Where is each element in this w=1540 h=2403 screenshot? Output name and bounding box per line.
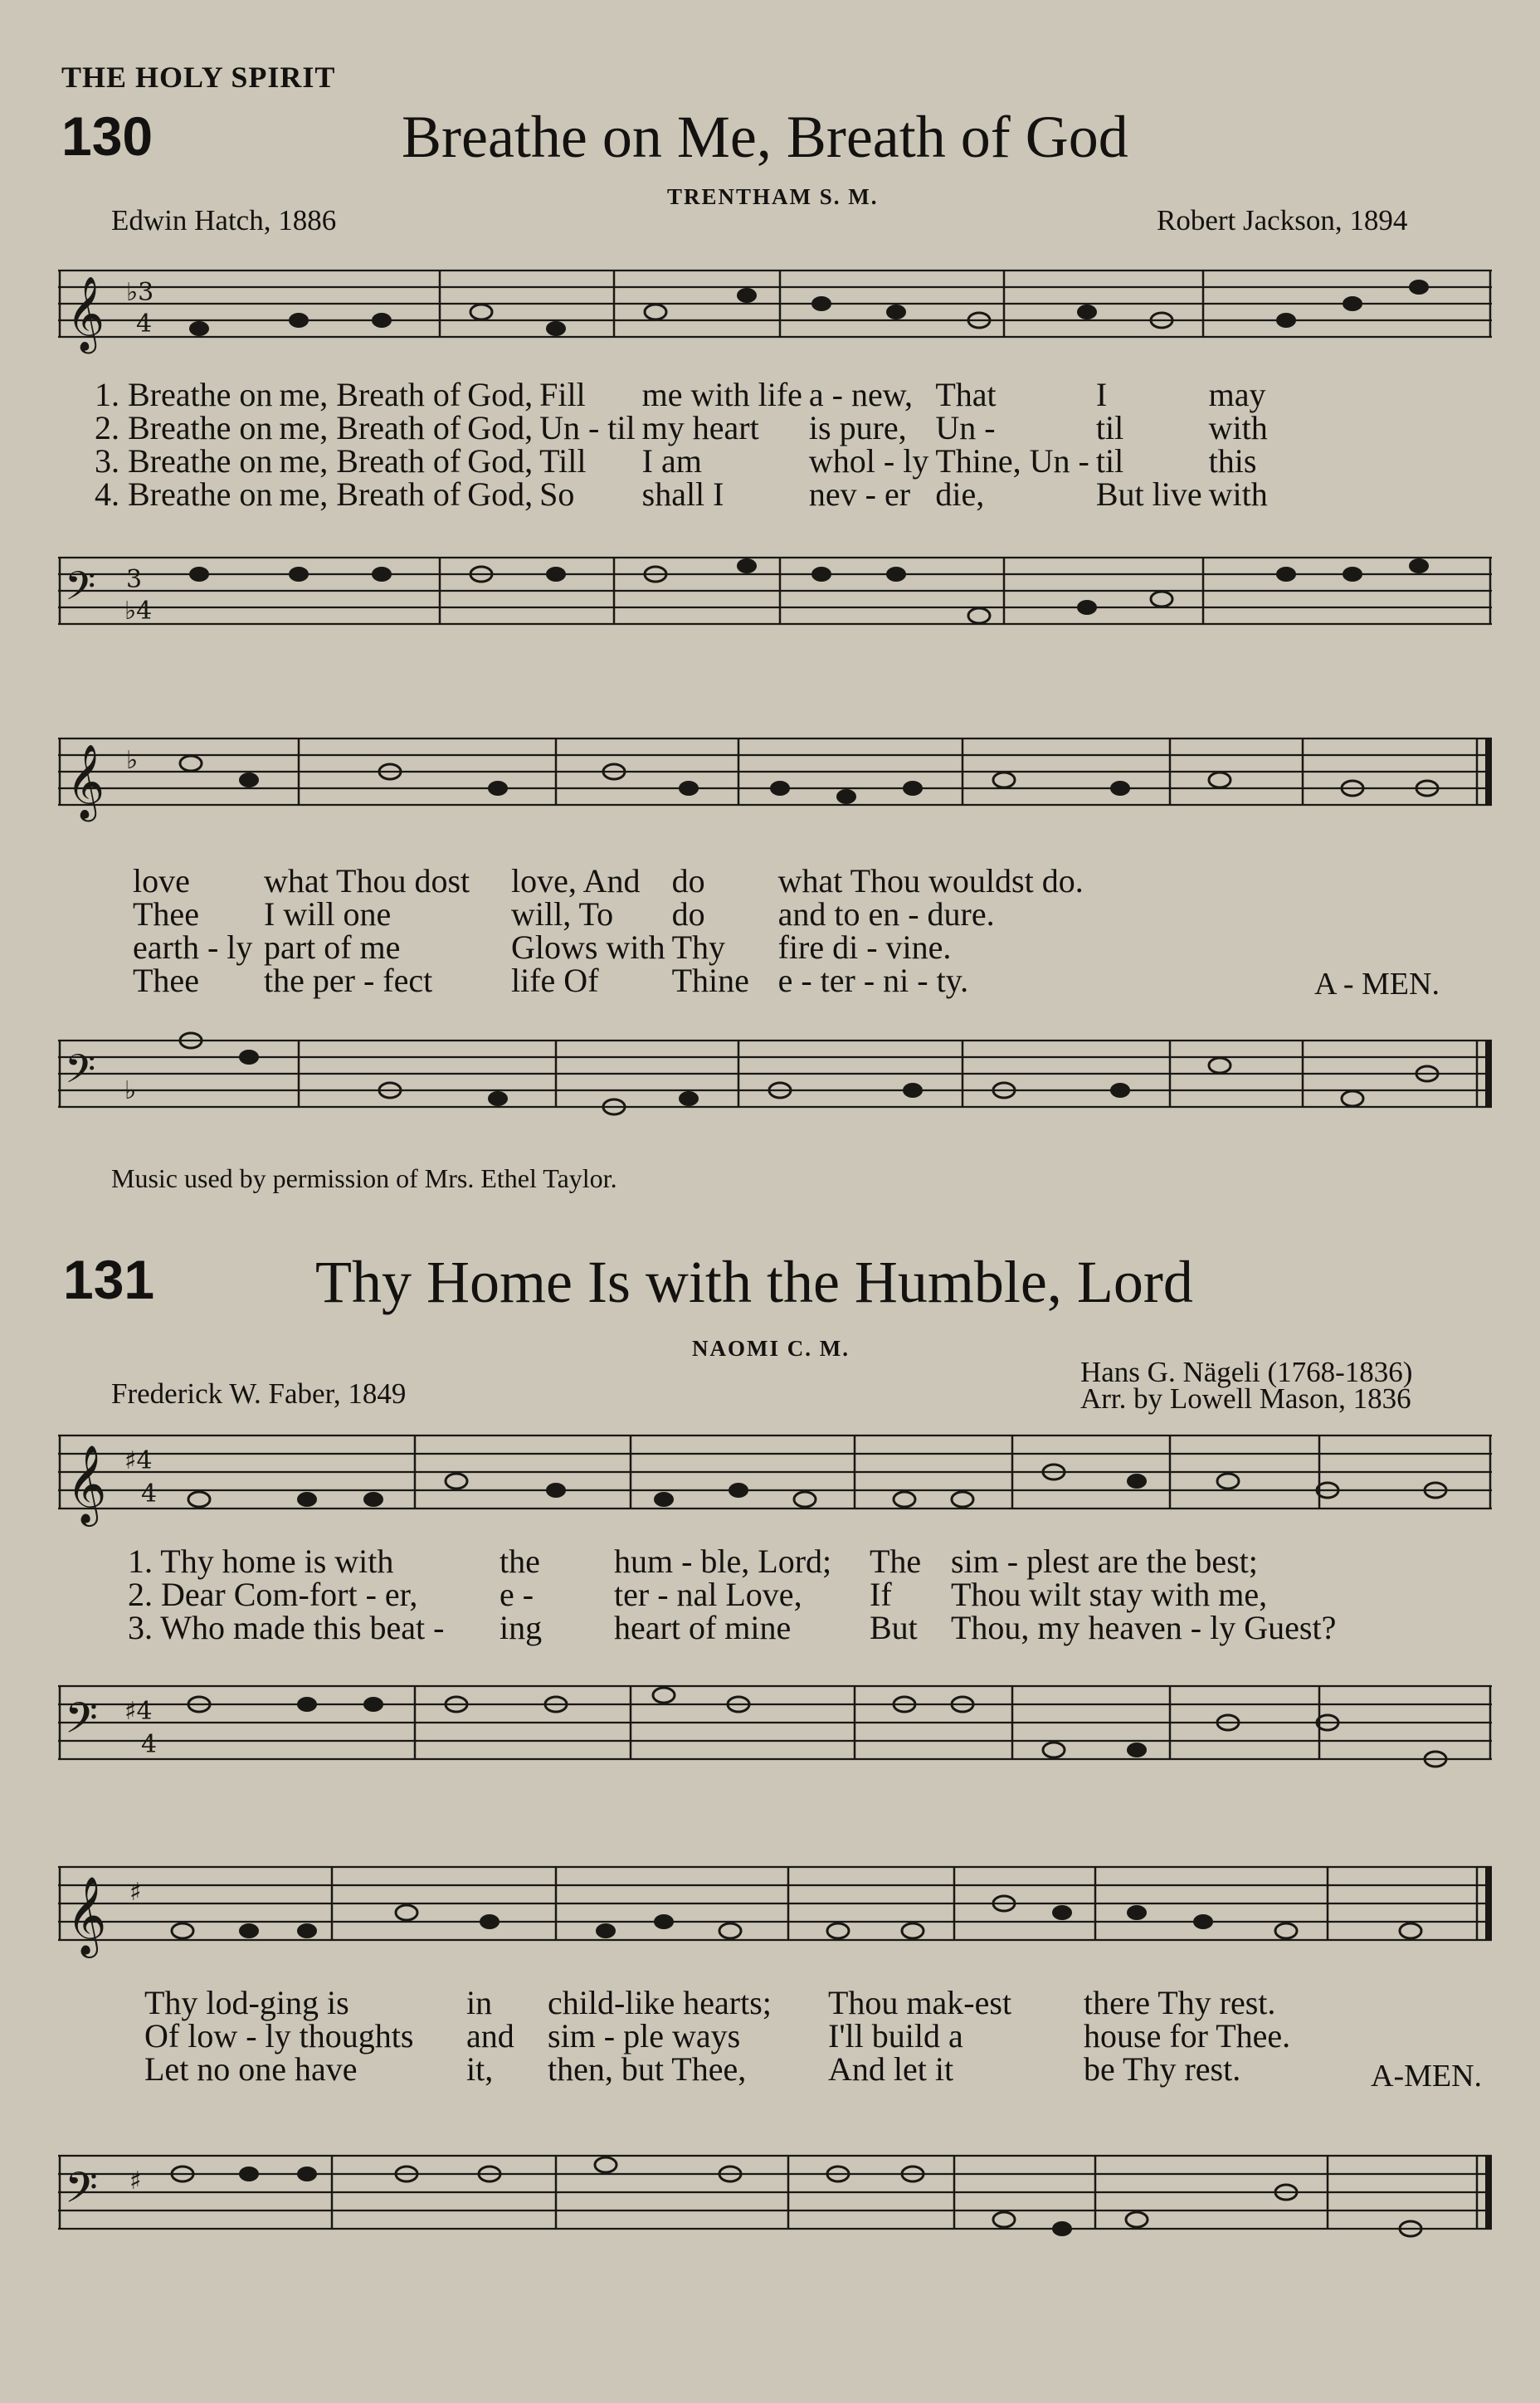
hymn-131-verses-system-2 <box>141 1986 1294 2086</box>
section-heading: THE HOLY SPIRIT <box>61 61 336 94</box>
verse-line: 4. Breathe on me, Breath of God, So shall I nev - er die, But live with <box>95 475 1268 513</box>
svg-text:4: 4 <box>136 310 153 339</box>
svg-text:3: 3 <box>126 565 143 594</box>
hymn-131-amen: A-MEN. <box>1371 2059 1483 2093</box>
svg-text:♭: ♭ <box>124 1076 137 1105</box>
svg-text:4: 4 <box>141 1730 158 1759</box>
verse-line: earth - ly part of me Glows with Thy fire di - vine. <box>133 929 952 966</box>
verse-line: Of low - ly thoughts and sim - ple ways I'll build a house for Thee. <box>144 2017 1291 2054</box>
verse-line: love what Thou dost love, And do what Thou wouldst do. <box>133 862 1084 899</box>
svg-text:𝄢: 𝄢 <box>65 563 96 619</box>
hymn-130-footnote: Music used by permission of Mrs. Ethel Taylor. <box>111 1163 617 1193</box>
svg-text:𝄞: 𝄞 <box>66 1445 107 1523</box>
svg-text:𝄞: 𝄞 <box>66 744 105 819</box>
hymn-130-tune: TRENTHAM S. M. <box>667 184 879 209</box>
hymn-130-bass-staff-2 <box>58 1034 1494 1117</box>
svg-text:♯4: ♯4 <box>124 1446 153 1475</box>
hymn-131-title: Thy Home Is with the Humble, Lord <box>315 1249 1193 1315</box>
hymn-130-verses-system-2 <box>129 862 1087 999</box>
verse-line: 3. Who made this beat - ing heart of mine But Thou, my heaven - ly Guest? <box>128 1609 1337 1646</box>
hymn-130-composer: Robert Jackson, 1894 <box>1157 204 1408 236</box>
hymn-130-author: Edwin Hatch, 1886 <box>111 204 337 236</box>
hymn-131-composer-line-1: Hans G. Nägeli (1768-1836) <box>1080 1356 1413 1388</box>
verse-line: 2. Dear Com-fort - er, e - ter - nal Love, If Thou wilt stay with me, <box>128 1576 1268 1613</box>
hymn-131-tune: NAOMI C. M. <box>692 1336 850 1361</box>
svg-text:𝄢: 𝄢 <box>65 2162 98 2223</box>
svg-text:♭4: ♭4 <box>124 597 153 626</box>
svg-text:♭3: ♭3 <box>126 278 154 307</box>
hymn-130-treble-staff-1 <box>58 264 1494 351</box>
svg-text:♯: ♯ <box>129 2167 142 2196</box>
hymn-131-bass-staff-1 <box>58 1679 1494 1771</box>
verse-line: 3. Breathe on me, Breath of God, Till I am whol - ly Thine, Un - til this <box>95 442 1257 480</box>
hymn-130-verses-system-1 <box>91 378 1271 511</box>
svg-text:𝄞: 𝄞 <box>66 1876 107 1955</box>
svg-text:♭: ♭ <box>126 746 139 775</box>
svg-text:♯4: ♯4 <box>124 1697 153 1726</box>
verse-line: 1. Thy home is with the hum - ble, Lord; The sim - plest are the best; <box>128 1543 1258 1580</box>
hymn-131-treble-staff-1 <box>58 1429 1494 1523</box>
svg-text:4: 4 <box>141 1479 158 1509</box>
svg-text:♯: ♯ <box>129 1878 142 1907</box>
hymn-130-number: 130 <box>61 105 154 167</box>
hymn-130-bass-staff-1 <box>58 551 1494 634</box>
svg-text:𝄞: 𝄞 <box>66 276 105 351</box>
hymn-131-treble-staff-2 <box>58 1860 1494 1955</box>
hymn-130-title: Breathe on Me, Breath of God <box>402 104 1128 170</box>
verse-line: 2. Breathe on me, Breath of God, Un - til my heart is pure, Un - til with <box>95 409 1268 446</box>
verse-line: Thy lod-ging is in child-like hearts; Thou mak-est there Thy rest. <box>144 1984 1276 2021</box>
hymn-131-bass-staff-2 <box>58 2149 1494 2240</box>
hymn-130-amen: A - MEN. <box>1314 967 1440 1002</box>
hymn-131-author: Frederick W. Faber, 1849 <box>111 1377 407 1410</box>
hymn-130-treble-staff-2 <box>58 732 1494 819</box>
verse-line: Thee I will one will, To do and to en - dure. <box>133 895 995 933</box>
hymn-131-number: 131 <box>63 1249 155 1310</box>
hymn-131-verses-system-1 <box>124 1545 1339 1645</box>
hymn-131-composer-line-2: Arr. by Lowell Mason, 1836 <box>1080 1382 1411 1415</box>
verse-line: Let no one have it, then, but Thee, And let it be Thy rest. <box>144 2050 1241 2088</box>
verse-line: Thee the per - fect life Of Thine e - ter - ni - ty. <box>133 962 969 999</box>
svg-text:𝄢: 𝄢 <box>65 1693 98 1753</box>
svg-text:𝄢: 𝄢 <box>65 1046 96 1102</box>
verse-line: 1. Breathe on me, Breath of God, Fill me with life a - new, That I may <box>95 376 1266 413</box>
